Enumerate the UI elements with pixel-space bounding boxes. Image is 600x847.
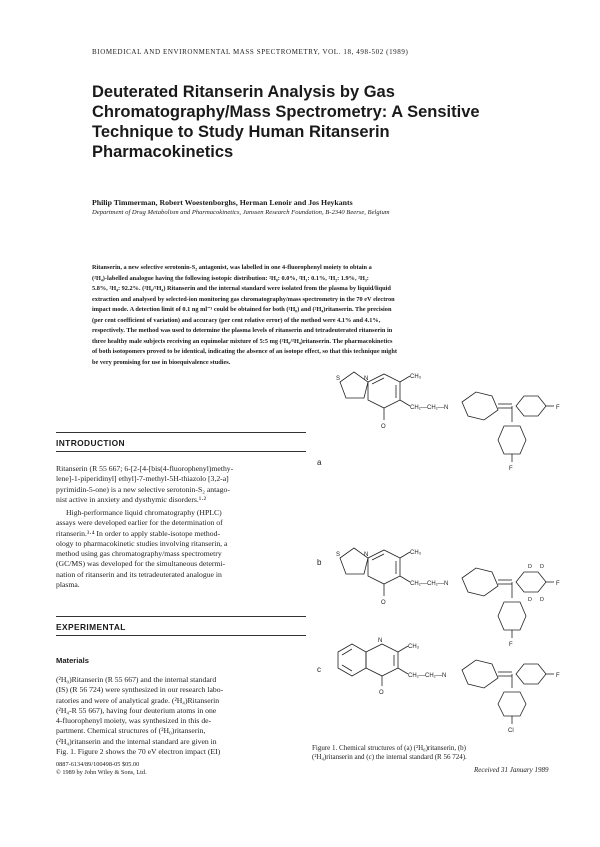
abstract-line: Ritanserin, a new selective serotonin-S₂ antagonist, was labelled in one 4-fluorophenyl moiety to obtain a <box>92 264 372 271</box>
section-rule <box>56 616 306 617</box>
caption-line: (²H₄)ritanserin and (c) the internal standard (R 56 724). <box>312 753 467 761</box>
abstract-line: 5.8%, ²H₄: 92.2%. (²H₀/²H₄) Ritanserin and the internal standard were isolated from the plasma by liquid/liquid <box>92 285 391 292</box>
section-rule <box>56 451 306 452</box>
copyright-footer <box>56 761 147 778</box>
atom-o: O <box>381 600 386 606</box>
authors: Philip Timmerman, Robert Woestenborghs, Herman Lenoir and Jos Heykants <box>92 198 353 207</box>
title-line: Pharmacokinetics <box>92 143 234 161</box>
title-line: Chromatography/Mass Spectrometry: A Sensitive <box>92 103 480 121</box>
atom-f: F <box>556 673 560 679</box>
text-line: (²H₀)Ritanserin (R 55 667) and the internal standard <box>56 675 217 684</box>
abstract-line: extraction and analysed by selected-ion monitoring gas chromatography/mass spectrometry in the 70 eV electron <box>92 295 395 303</box>
text-line: nation of ritanserin and its tetradeuterated analogue in <box>56 569 222 579</box>
atom-n: N <box>364 552 369 558</box>
atom-ch3: CH₃ <box>410 550 422 556</box>
atom-o: O <box>379 690 384 696</box>
abstract-line: (per cent coefficient of variation) and accuracy (per cent relative error) of the method were 4.1% and 4.1%, <box>92 316 381 324</box>
experimental-heading: EXPERIMENTAL <box>56 622 126 632</box>
text-line: nist active in anxiety and dysthymic disorders.¹·² <box>56 494 207 504</box>
introduction-para-2 <box>56 508 306 590</box>
text-line: (²H₄)ritanserin and the internal standard are given in <box>56 736 217 746</box>
materials-subheading: Materials <box>56 656 89 665</box>
atom-o: O <box>381 424 386 430</box>
text-line: 4-fluorophenyl moiety, was synthesized in this de- <box>56 716 212 726</box>
atom-n: N <box>364 376 369 382</box>
abstract-line: (²H₄)-labelled analogue having the following isotopic distribution: ²H₀: 0.0%, ²H₁: 0.1%, ²H₂: 1.9%, ²H₃: <box>92 274 369 282</box>
issn-line: 0887-6134/89/100498-05 $05.00 <box>56 761 140 768</box>
abstract-line: three healthy male subjects receiving an equimolar mixture of 5:5 mg (²H₀/²H₄)ritanserin. The pharmacokinetics <box>92 337 393 345</box>
text-line: High-performance liquid chromatography (HPLC) <box>66 508 222 517</box>
caption-line: Figure 1. Chemical structures of (a) (²H₀)ritanserin, (b) <box>312 744 467 752</box>
atom-ch3: CH₃ <box>408 644 420 650</box>
materials-paragraph <box>56 675 306 757</box>
atom-f: F <box>509 642 513 648</box>
journal-header: BIOMEDICAL AND ENVIRONMENTAL MASS SPECTROMETRY, VOL. 18, 498-502 (1989) <box>92 48 409 56</box>
figure-1-caption <box>312 744 582 762</box>
article-title <box>92 82 532 162</box>
text-line: ratories and were of analytical grade. (²H₄)Ritanserin <box>56 695 220 705</box>
affiliation: Department of Drug Metabolism and Pharmacokinetics, Janssen Research Foundation, B-2340 Beerse, Belgium <box>92 209 390 216</box>
abstract-line: be very promising for use in bioequivalence studies. <box>92 358 231 366</box>
abstract-line: respectively. The method was used to determine the plasma levels of ritanserin and tetradeuterated ritanserin in <box>92 327 393 334</box>
text-line: plasma. <box>56 580 80 590</box>
text-line: method using gas chromatography/mass spectrometry <box>56 549 222 559</box>
text-line: (GC/MS) was developed for the simultaneous determi- <box>56 559 226 569</box>
text-line: partment. Chemical structures of (²H₀)ritanserin, <box>56 726 206 736</box>
ethyl-chain: CH₂—CH₂—N <box>410 405 449 411</box>
atom-d: D <box>528 597 532 603</box>
ethyl-chain: CH₂—CH₂—N <box>410 581 449 587</box>
structure-a <box>317 372 560 472</box>
text-line: lene]-1-piperidinyl] ethyl]-7-methyl-5H-thiazolo [3,2-a] <box>56 474 229 484</box>
structure-b <box>317 548 560 648</box>
text-line: pyrimidin-5-one) is a new selective serotonin-S₂ antago- <box>56 484 230 494</box>
text-line: (IS) (R 56 724) were synthesized in our research labo- <box>56 685 224 695</box>
structure-c <box>317 638 560 734</box>
text-line: Fig. 1. Figure 2 shows the 70 eV electron impact (EI) <box>56 747 221 757</box>
atom-d: D <box>540 564 544 570</box>
atom-s: S <box>336 376 341 382</box>
text-line: ritanserin.³·⁴ In order to apply stable-isotope method- <box>56 528 221 538</box>
atom-f: F <box>509 466 513 472</box>
atom-f: F <box>556 581 560 587</box>
abstract-line: impact mode. A detection limit of 0.1 ng ml⁻¹ could be obtained for both (²H₀) and (²H₄)ritanserin. The precision <box>92 306 392 313</box>
text-line: assays were developed earlier for the determination of <box>56 518 223 528</box>
atom-d: D <box>540 597 544 603</box>
abstract-line: of both isotopomers proved to be identical, indicating the absence of an isotope effect, so that this technique might <box>92 348 397 355</box>
introduction-heading: INTRODUCTION <box>56 438 126 448</box>
section-rule <box>56 432 306 433</box>
structure-label-a: a <box>317 458 322 467</box>
atom-n: N <box>378 638 383 644</box>
atom-cl: Cl <box>508 728 514 734</box>
figure-1-structures <box>312 340 582 740</box>
introduction-para-1 <box>56 464 306 505</box>
atom-ch3: CH₃ <box>410 374 422 380</box>
ethyl-chain: CH₂—CH₂—N <box>408 673 447 679</box>
atom-s: S <box>336 552 341 558</box>
structure-label-b: b <box>317 558 322 567</box>
received-date: Received 31 January 1989 <box>474 766 549 774</box>
text-line: (²H₄-R 55 667), having four deuterium atoms in one <box>56 705 217 715</box>
section-rule <box>56 635 306 636</box>
title-line: Technique to Study Human Ritanserin <box>92 123 390 141</box>
copyright-line: © 1989 by John Wiley & Sons, Ltd. <box>56 769 147 777</box>
title-line: Deuterated Ritanserin Analysis by Gas <box>92 83 395 101</box>
atom-d: D <box>528 564 532 570</box>
atom-f: F <box>556 405 560 411</box>
structure-label-c: c <box>317 665 321 674</box>
text-line: ology to pharmacokinetic studies involving ritanserin, a <box>56 538 228 548</box>
text-line: Ritanserin (R 55 667; 6-[2-[4-[bis(4-fluorophenyl)methy- <box>56 464 234 473</box>
